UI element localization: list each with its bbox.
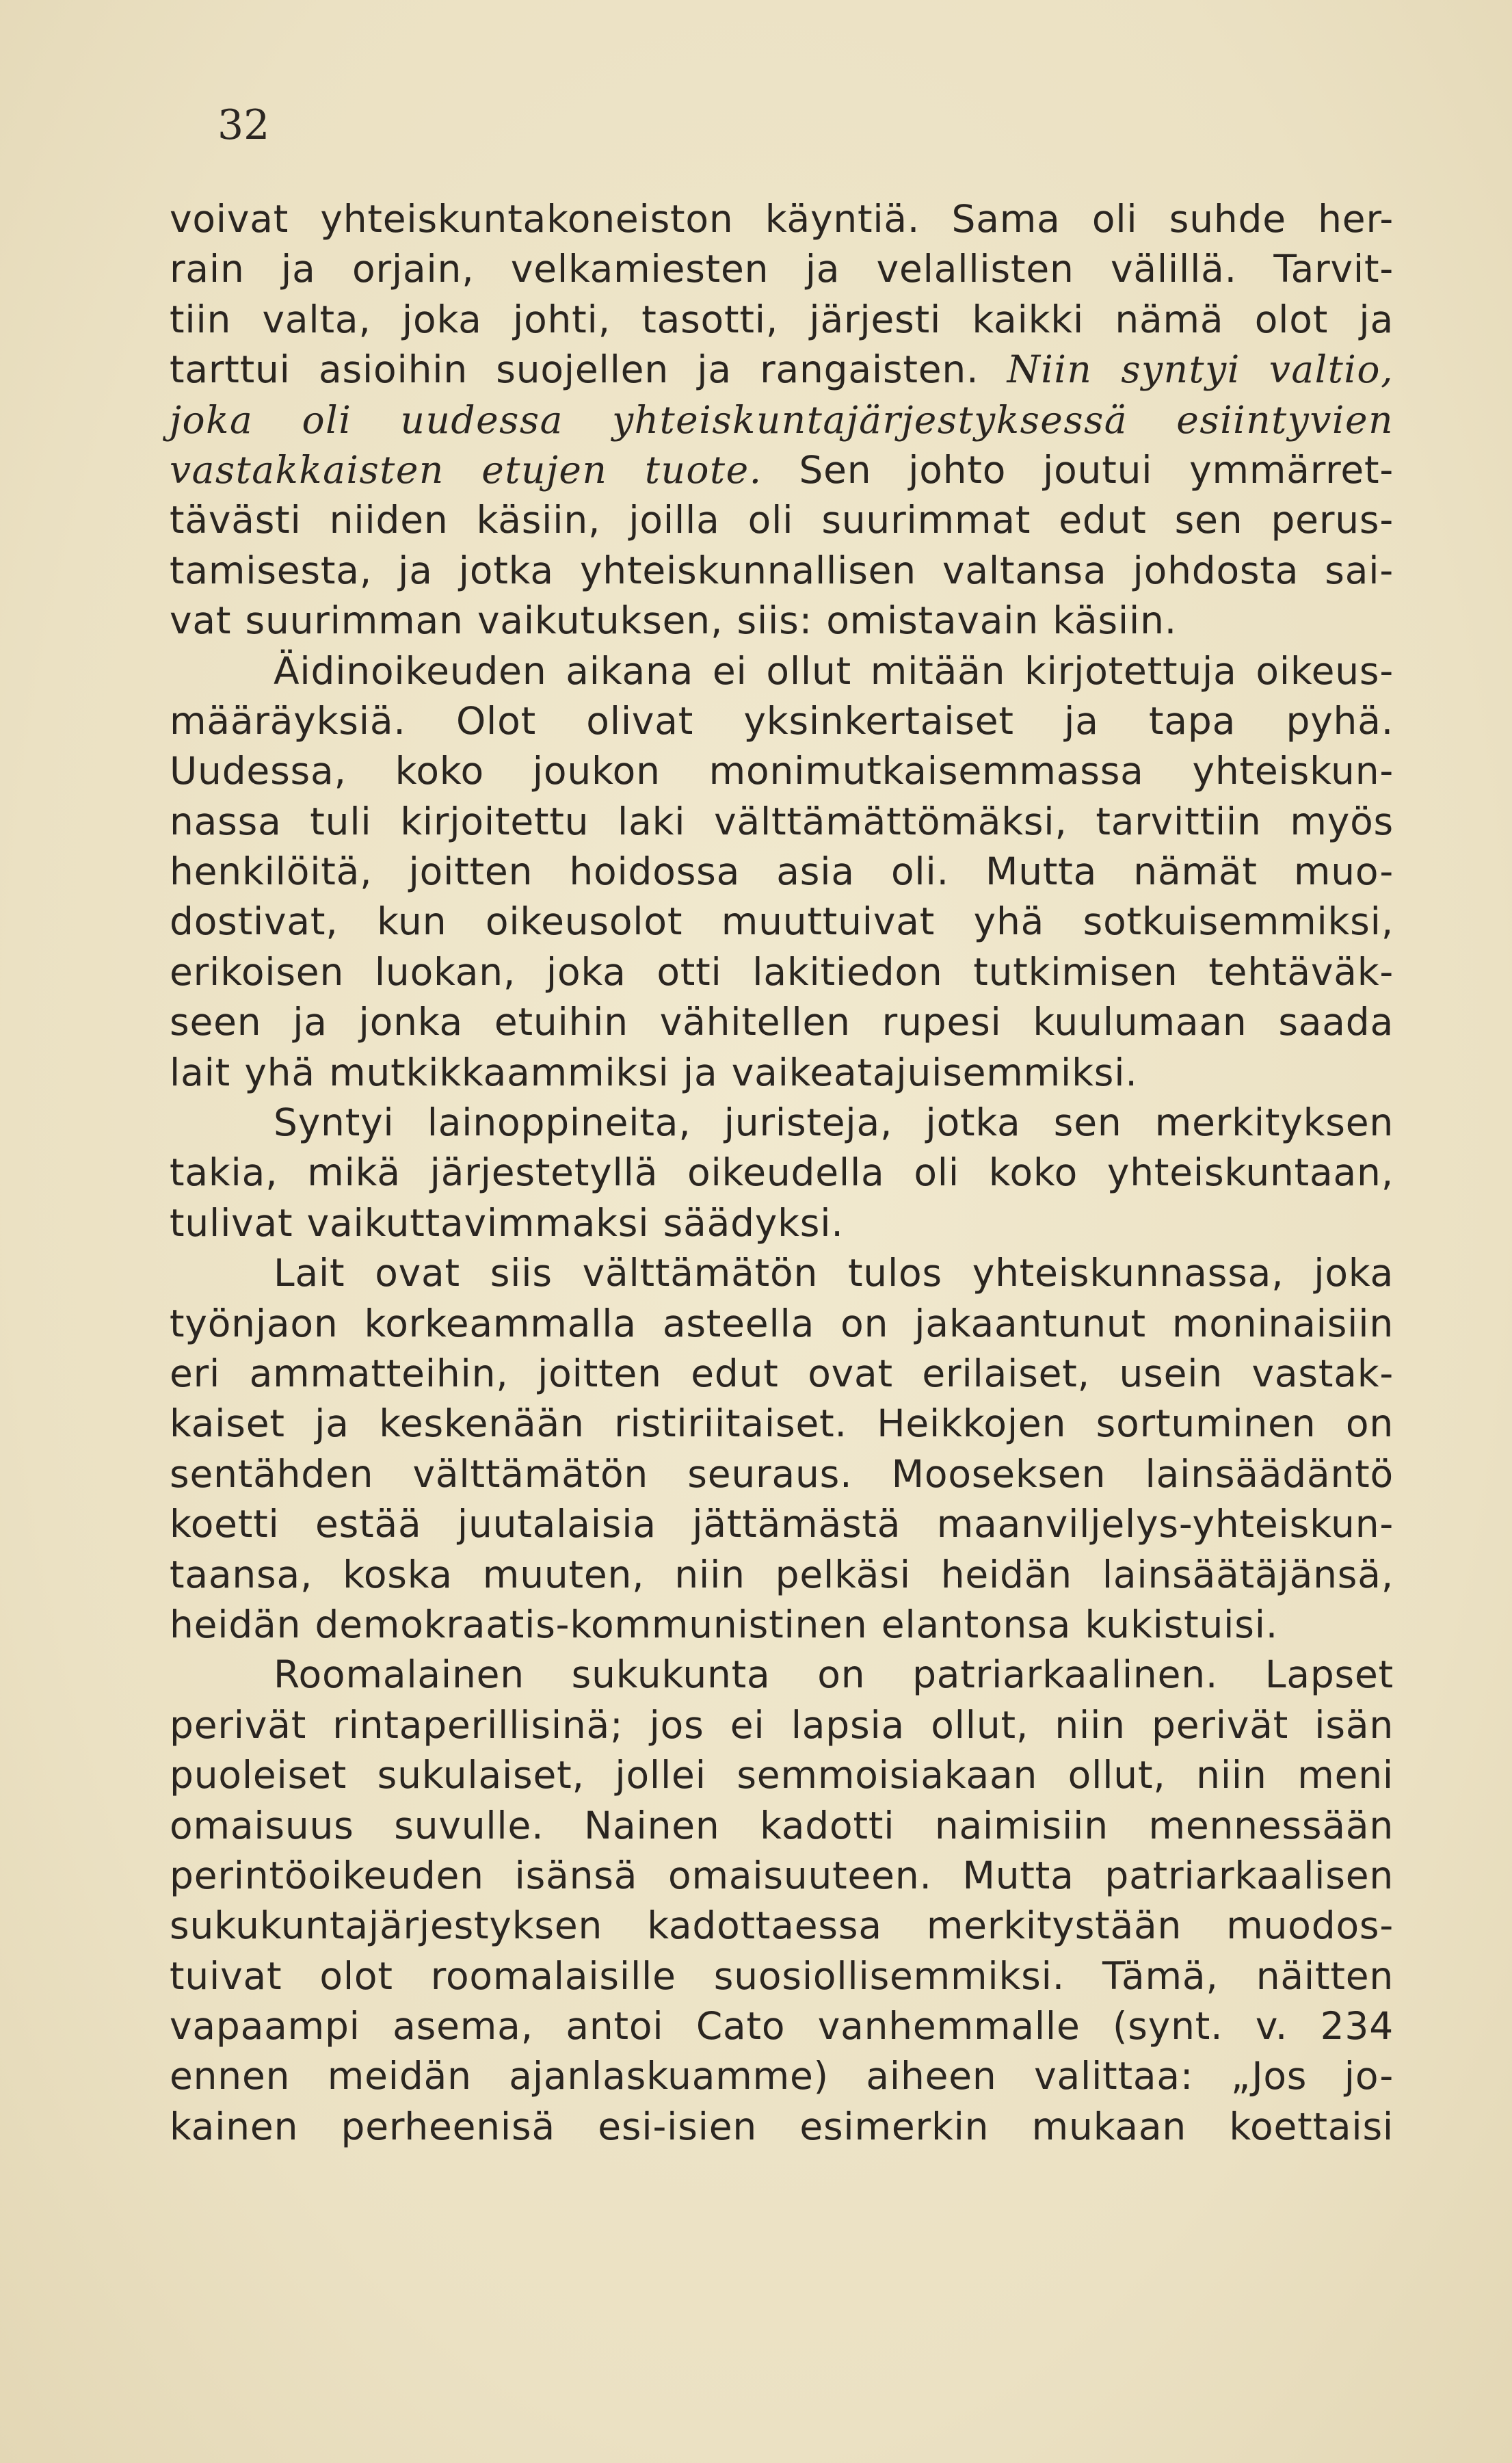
text-run: kainen perheenisä esi-isien esimerkin mukaan koettaisi [170,2104,1394,2148]
text-run: perintöoikeuden isänsä omaisuuteen. Mutta patriarkaalisen [170,1853,1394,1897]
text-run: sukukuntajärjestyksen kadottaessa merkitystään muodos- [170,1904,1394,1948]
text-line [170,495,1394,545]
text-line [170,1048,1394,1098]
text-run: rain ja orjain, velkamiesten ja velallisten välillä. Tarvit- [170,247,1394,291]
text-line [170,1449,1394,1499]
text-line [170,445,1394,495]
text-line [170,1901,1394,1951]
text-line [170,1801,1394,1851]
text-line [170,646,1394,696]
text-run: Lait ovat siis välttämätön tulos yhteiskunnassa, joka [274,1251,1394,1295]
text-run: henkilöitä, joitten hoidossa asia oli. Mutta nämät muo- [170,849,1394,894]
text-line [170,1248,1394,1298]
text-line [170,1499,1394,1549]
text-line [170,997,1394,1047]
text-run: perivät rintaperillisinä; jos ei lapsia ollut, niin perivät isän [170,1702,1394,1747]
text-line [170,1198,1394,1248]
text-line [170,345,1394,395]
text-line [170,1349,1394,1399]
text-run: tulivat vaikuttavimmaksi säädyksi. [170,1200,844,1245]
text-run: dostivat, kun oikeusolot muuttuivat yhä sotkuisemmiksi, [170,899,1394,944]
text-line [170,244,1394,294]
body-text [170,194,1394,2152]
text-run: Äidinoikeuden aikana ei ollut mitään kirjotettuja oikeus- [274,648,1394,693]
italic-text-run: Niin syntyi valtio, [1007,347,1394,392]
text-run: kaiset ja keskenään ristiriitaiset. Heikkojen sortuminen on [170,1401,1394,1446]
text-line [170,2051,1394,2101]
text-line [170,696,1394,746]
text-run: nassa tuli kirjoitettu laki välttämättömäksi, tarvittiin myös [170,799,1394,843]
text-run: erikoisen luokan, joka otti lakitiedon tutkimisen tehtäväk- [170,949,1394,994]
text-run: vapaampi asema, antoi Cato vanhemmalle (synt. v. 234 [170,2004,1394,2049]
text-run: tiin valta, joka johti, tasotti, järjesti kaikki nämä olot ja [170,297,1394,341]
text-run: seen ja jonka etuihin vähitellen rupesi kuulumaan saada [170,1000,1394,1044]
text-run: tamisesta, ja jotka yhteiskunnallisen valtansa johdosta sai- [170,548,1394,592]
text-run: puoleiset sukulaiset, jollei semmoisiakaan ollut, niin meni [170,1753,1394,1797]
text-line [170,1750,1394,1800]
text-run: Sen johto joutui ymmärret- [762,447,1394,492]
italic-text-run: joka oli uudessa yhteiskuntajärjestyksessä esiintyvien [170,397,1394,442]
text-line [170,797,1394,847]
text-line [170,546,1394,596]
text-line [170,2102,1394,2152]
text-line [170,295,1394,345]
text-line [170,1299,1394,1349]
text-run: tuivat olot roomalaisille suosiollisemmiksi. Tämä, näitten [170,1953,1394,1998]
text-run: määräyksiä. Olot olivat yksinkertaiset ja tapa pyhä. [170,698,1394,743]
text-line [170,1650,1394,1700]
text-run: taansa, koska muuten, niin pelkäsi heidän lainsäätäjänsä, [170,1552,1394,1596]
text-run: Roomalainen sukukunta on patriarkaalinen. Lapset [274,1652,1394,1697]
text-run: Syntyi lainoppineita, juristeja, jotka sen merkityksen [274,1101,1394,1145]
text-line [170,1399,1394,1449]
text-line [170,1550,1394,1600]
text-line [170,1148,1394,1198]
text-run: heidän demokraatis-kommunistinen elantonsa kukistuisi. [170,1602,1279,1646]
text-line [170,746,1394,796]
text-line [170,1098,1394,1148]
text-run: ennen meidän ajanlaskuamme) aiheen valittaa: „Jos jo- [170,2054,1394,2098]
text-run: takia, mikä järjestetyllä oikeudella oli koko yhteiskuntaan, [170,1150,1394,1195]
text-line [170,2001,1394,2051]
text-line [170,1700,1394,1750]
text-run: tävästi niiden käsiin, joilla oli suurimmat edut sen perus- [170,498,1394,542]
text-run: vat suurimman vaikutuksen, siis: omistavain käsiin. [170,598,1178,643]
text-line [170,596,1394,646]
text-run: omaisuus suvulle. Nainen kadotti naimisiin mennessään [170,1803,1394,1847]
text-line [170,947,1394,997]
text-line [170,1951,1394,2001]
text-run: tarttui asioihin suojellen ja rangaisten. [170,347,1007,392]
text-run: sentähden välttämätön seuraus. Mooseksen lainsäädäntö [170,1451,1394,1496]
text-run: eri ammatteihin, joitten edut ovat erilaiset, usein vastak- [170,1351,1394,1395]
italic-text-run: vastakkaisten etujen tuote. [170,447,762,492]
text-line [170,847,1394,897]
text-line [170,897,1394,947]
text-run: lait yhä mutkikkaammiksi ja vaikeatajuisemmiksi. [170,1050,1138,1094]
text-run: Uudessa, koko joukon monimutkaisemmassa yhteiskun- [170,749,1394,793]
text-run: työnjaon korkeammalla asteella on jakaantunut moninaisiin [170,1301,1394,1345]
text-line [170,395,1394,445]
text-line [170,1851,1394,1901]
text-run: koetti estää juutalaisia jättämästä maanviljelys-yhteiskun- [170,1502,1394,1546]
text-run: voivat yhteiskuntakoneiston käyntiä. Sama oli suhde her- [170,197,1394,241]
text-line [170,194,1394,244]
text-line [170,1600,1394,1650]
page-number: 32 [217,101,270,149]
